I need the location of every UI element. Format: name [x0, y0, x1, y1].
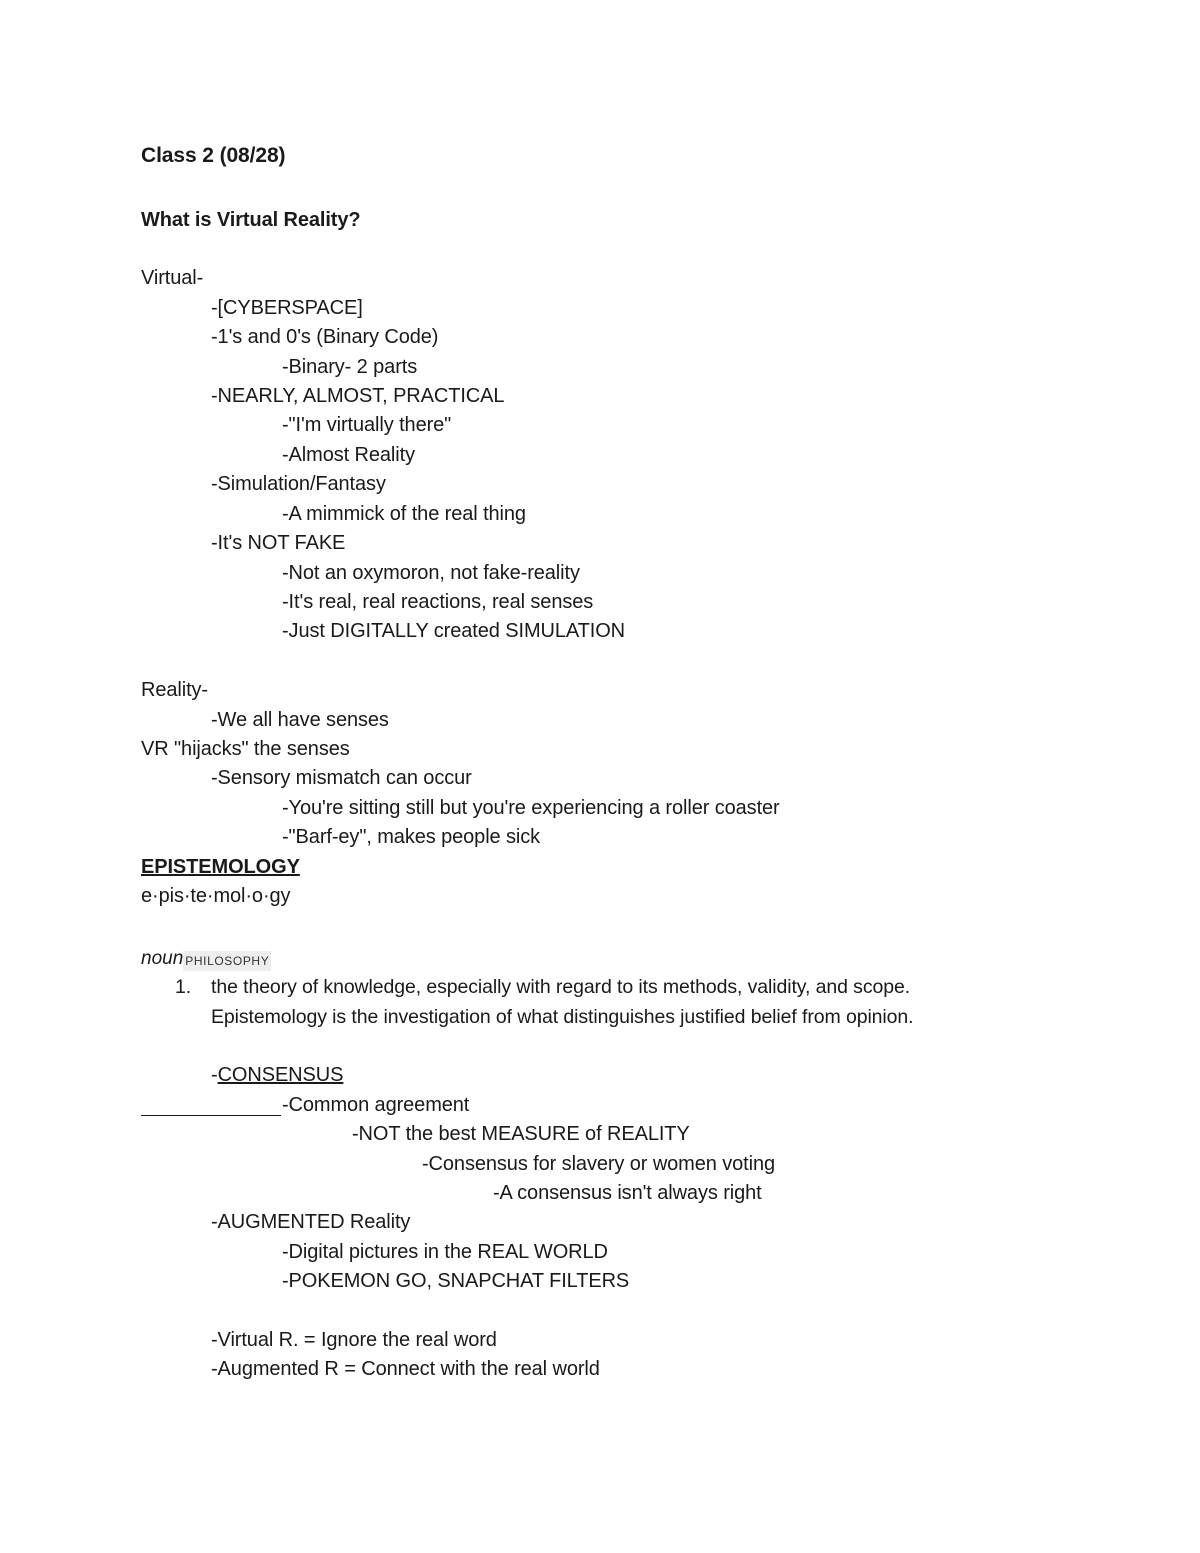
reality-heading: Reality- [141, 679, 208, 701]
virtual-heading: Virtual- [141, 267, 204, 289]
list-item: -A consensus isn't always right [493, 1182, 762, 1204]
list-item: -POKEMON GO, SNAPCHAT FILTERS [282, 1270, 630, 1292]
part-of-speech-row [141, 947, 271, 971]
list-item: -A mimmick of the real thing [282, 503, 526, 525]
epistemology-heading: EPISTEMOLOGY [141, 856, 300, 878]
pronunciation: e·pis·te·mol·o·gy [141, 885, 291, 907]
list-item: -Simulation/Fantasy [211, 473, 386, 495]
list-item: -It's real, real reactions, real senses [282, 591, 594, 613]
list-item: -Virtual R. = Ignore the real word [211, 1329, 497, 1351]
consensus-heading: CONSENSUS [217, 1064, 344, 1086]
part-of-speech: noun [141, 948, 184, 969]
list-item: -AUGMENTED Reality [211, 1211, 411, 1233]
list-item: -Binary- 2 parts [282, 356, 418, 378]
field-tag: PHILOSOPHY [183, 951, 271, 971]
consensus-dash: - [211, 1064, 218, 1086]
page-title: Class 2 (08/28) [141, 144, 286, 167]
list-item: -Consensus for slavery or women voting [422, 1153, 776, 1175]
definition-line: Epistemology is the investigation of what distinguishes justified belief from opinion. [211, 1006, 914, 1028]
list-item: -1's and 0's (Binary Code) [211, 326, 439, 348]
list-item: -Just DIGITALLY created SIMULATION [282, 620, 625, 642]
list-item: VR "hijacks" the senses [141, 738, 350, 760]
list-item: -NEARLY, ALMOST, PRACTICAL [211, 385, 505, 407]
list-item: -Common agreement [282, 1094, 470, 1116]
list-item: -Sensory mismatch can occur [211, 767, 472, 789]
list-item: -"I'm virtually there" [282, 414, 452, 436]
list-item: -It's NOT FAKE [211, 532, 346, 554]
list-item: -Almost Reality [282, 444, 415, 466]
list-item: -Not an oxymoron, not fake-reality [282, 562, 580, 584]
list-item: -Augmented R = Connect with the real world [211, 1358, 600, 1380]
underline-rule [141, 1115, 281, 1116]
list-item: -NOT the best MEASURE of REALITY [352, 1123, 690, 1145]
list-item: -You're sitting still but you're experiencing a roller coaster [282, 797, 780, 819]
list-item: -[CYBERSPACE] [211, 297, 363, 319]
list-item: -Digital pictures in the REAL WORLD [282, 1241, 608, 1263]
section-heading-vr: What is Virtual Reality? [141, 209, 361, 231]
list-item: -We all have senses [211, 709, 389, 731]
list-item: -"Barf-ey", makes people sick [282, 826, 541, 848]
definition-number: 1. [175, 976, 192, 998]
consensus-heading-row [211, 1063, 343, 1087]
definition-line: the theory of knowledge, especially with regard to its methods, validity, and scope. [211, 976, 911, 998]
